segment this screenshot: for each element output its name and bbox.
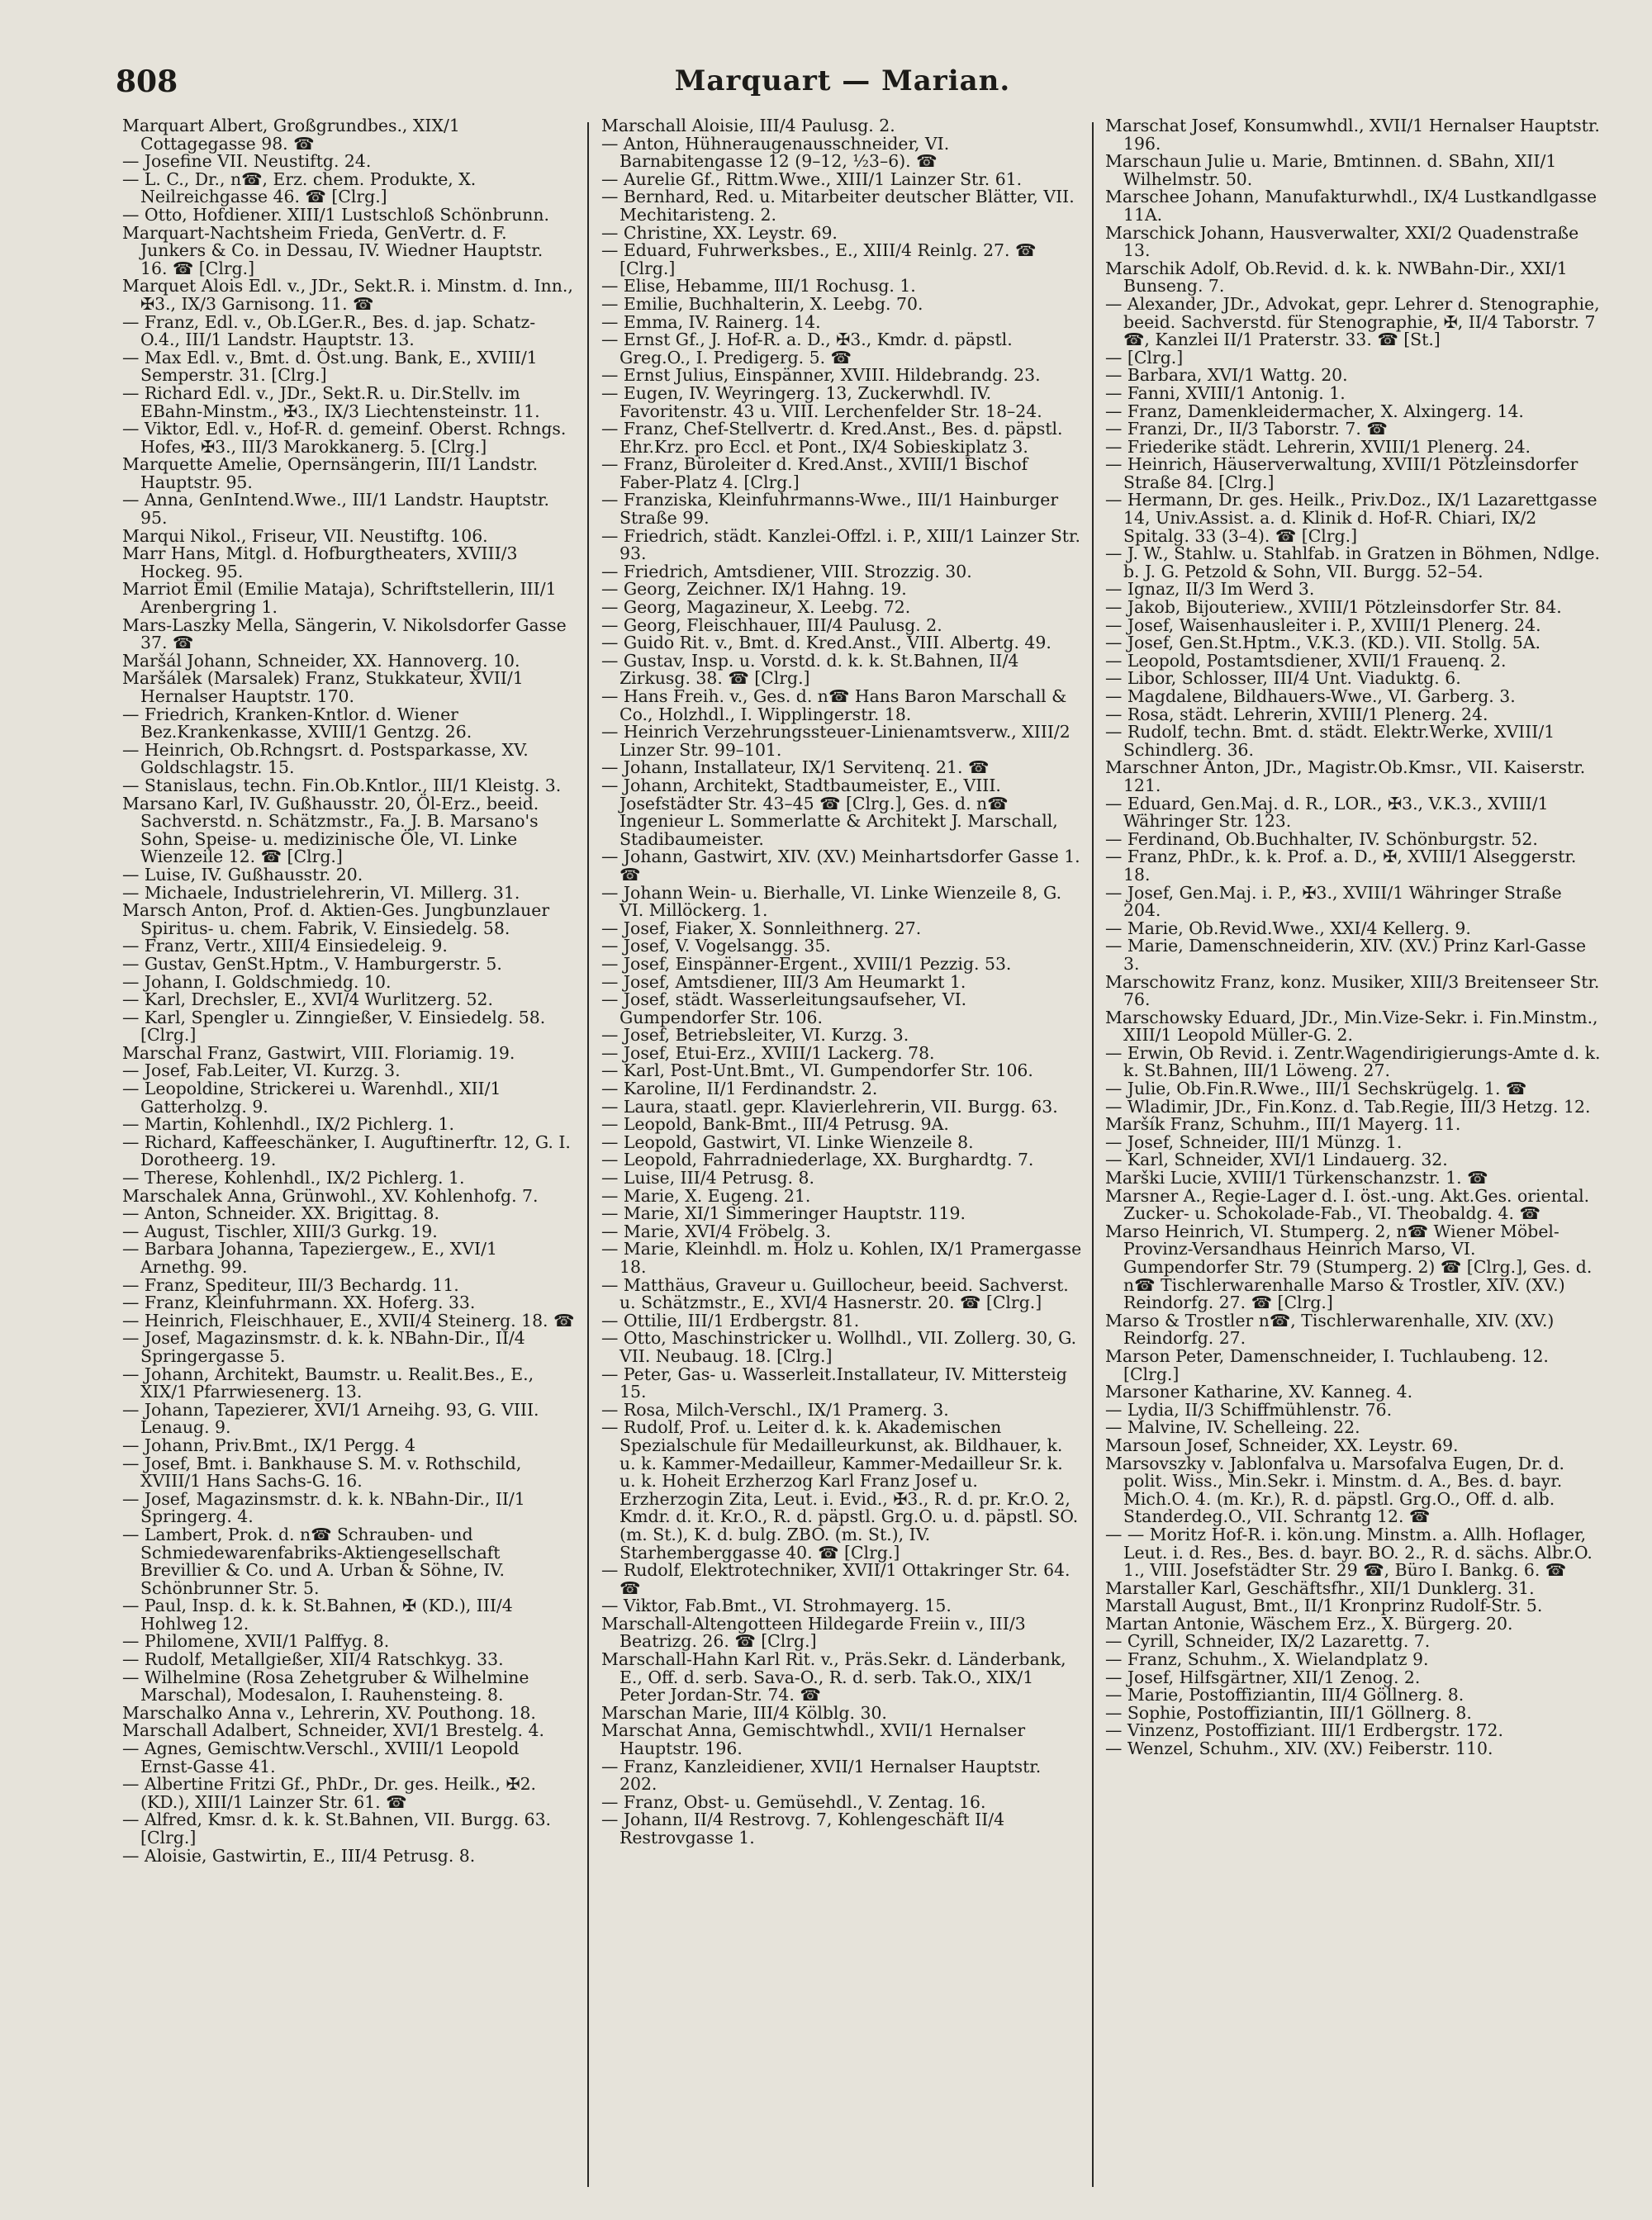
directory-entry: — Franz, Kleinfuhrmann. XX. Hoferg. 33. <box>122 1293 476 1313</box>
directory-entry: — Josef, Waisenhausleiter i. P., XVIII/1 Plenerg. 24. <box>1105 614 1541 635</box>
directory-entry: — Johann, Tapezierer, XVI/1 Arneihg. 93, G. VIII. Lenaug. 9. <box>122 1399 545 1438</box>
directory-entry: — Johann, Architekt, Baumstr. u. Realit.Bes., E., XIX/1 Pfarrwiesenerg. 13. <box>122 1364 539 1402</box>
directory-entry: Marschall Aloisie, III/4 Paulusg. 2. <box>601 116 895 135</box>
directory-entry: — Franz, Obst- u. Gemüsehdl., V. Zentag. 16. <box>601 1791 986 1812</box>
directory-entry: — Franz, Edl. v., Ob.LGer.R., Bes. d. jap. Schatz-O.4., III/1 Landstr. Hauptstr. 13. <box>122 311 536 350</box>
directory-entry: Marschall Adalbert, Schneider, XVI/1 Brestelg. 4. <box>122 1720 544 1741</box>
directory-entry: Mars-Laszky Mella, Sängerin, V. Nikolsdorfer Gasse 37. ☎ <box>122 614 572 653</box>
directory-entry: — Vinzenz, Postoffiziant. III/1 Erdbergstr. 172. <box>1105 1720 1503 1741</box>
directory-entry: Marsner A., Regie-Lager d. I. öst.-ung. Akt.Ges. oriental. Zucker- u. Schokolade-Fab., VI. Theobaldg. 4. ☎ <box>1105 1185 1595 1224</box>
directory-entry: — Johann, II/4 Restrovg. 7, Kohlengeschäft II/4 Restrovgasse 1. <box>601 1810 1010 1848</box>
directory-entry: Marschick Johann, Hausverwalter, XXI/2 Quadenstraße 13. <box>1105 222 1584 261</box>
directory-entry: — Stanislaus, techn. Fin.Ob.Kntlor., III/1 Kleistg. 3. <box>122 775 562 795</box>
directory-entry: — Philomene, XVII/1 Palffyg. 8. <box>122 1631 390 1652</box>
directory-entry: — Karl, Drechsler, E., XVI/4 Wurlitzerg. 52. <box>122 989 493 1010</box>
directory-entry: Maršálek (Marsalek) Franz, Stukkateur, XVII/1 Hernalser Hauptstr. 170. <box>122 668 529 706</box>
directory-entry: Marschalko Anna v., Lehrerin, XV. Pouthong. 18. <box>122 1702 536 1723</box>
directory-entry: Marschall-Hahn Karl Rit. v., Präs.Sekr. d. Länderbank, E., Off. d. serb. Sava-O., R. d. serb. Tak.O., XIX/1 Peter Jordan-Str. 74. ☎ <box>601 1649 1072 1705</box>
directory-entry: Marschik Adolf, Ob.Revid. d. k. k. NWBahn-Dir., XXI/1 Bunseng. 7. <box>1105 258 1574 296</box>
directory-entry: — Elise, Hebamme, III/1 Rochusg. 1. <box>601 276 916 296</box>
directory-entry: Marschalek Anna, Grünwohl., XV. Kohlenhofg. 7. <box>122 1185 539 1206</box>
directory-entry: — Franz, Kanzleidiener, XVII/1 Hernalser Hauptstr. 202. <box>601 1756 1047 1795</box>
directory-entry: — Georg, Zeichner. IX/1 Hahng. 19. <box>601 579 907 600</box>
directory-entry: — Bernhard, Red. u. Mitarbeiter deutscher Blätter, VII. Mechitaristeng. 2. <box>601 187 1080 225</box>
directory-entry: — Franzi, Dr., II/3 Taborstr. 7. ☎ <box>1105 419 1388 439</box>
directory-entry: — Wenzel, Schuhm., XIV. (XV.) Feiberstr. 110. <box>1105 1739 1493 1759</box>
directory-entry: — J. W., Stahlw. u. Stahlfab. in Gratzen in Böhmen, Ndlge. b. J. G. Petzold & Sohn, VII. Burgg. 52–54. <box>1105 543 1606 581</box>
directory-entry: Marson Peter, Damenschneider, I. Tuchlaubeng. 12. [Clrg.] <box>1105 1345 1555 1384</box>
directory-entry: — Josef, Fab.Leiter, VI. Kurzg. 3. <box>122 1060 401 1081</box>
directory-entry: — Marie, Kleinhdl. m. Holz u. Kohlen, IX/1 Pramergasse 18. <box>601 1239 1087 1277</box>
directory-entry: — Michaele, Industrielehrerin, VI. Millerg. 31. <box>122 882 520 903</box>
directory-entry: — Eduard, Fuhrwerksbes., E., XIII/4 Reinlg. 27. ☎ [Clrg.] <box>601 240 1042 278</box>
directory-entry: — Marie, XI/1 Simmeringer Hauptstr. 119. <box>601 1203 966 1224</box>
directory-entry: — Viktor, Fab.Bmt., VI. Strohmayerg. 15. <box>601 1596 952 1616</box>
directory-entry: — [Clrg.] <box>1105 347 1184 368</box>
directory-entry: — Lambert, Prok. d. n☎ Schrauben- und Schmiedewarenfabriks-Aktiengesellschaft Brevillier & Co. und A. Urban & Söhne, IV. Schönbrunner Str. 5. <box>122 1524 510 1598</box>
directory-entry: — Georg, Fleischhauer, III/4 Paulusg. 2. <box>601 614 942 635</box>
directory-entry: Marschall-Altengotteen Hildegarde Freiin v., III/3 Beatrizg. 26. ☎ [Clrg.] <box>601 1613 1032 1652</box>
directory-entry: — Otto, Hofdiener. XIII/1 Lustschloß Schönbrunn. <box>122 204 549 225</box>
directory-entry: — Ernst Julius, Einspänner, XVIII. Hildebrandg. 23. <box>601 365 1041 386</box>
directory-entry: Marquart-Nachtsheim Frieda, GenVertr. d. F. Junkers & Co. in Dessau, IV. Wiedner Hauptstr. 16. ☎ [Clrg.] <box>122 222 548 278</box>
directory-entry: — Otto, Maschinstricker u. Wollhdl., VII. Zollerg. 30, G. VII. Neubaug. 18. [Clrg.] <box>601 1328 1082 1366</box>
directory-entry: — Friederike städt. Lehrerin, XVIII/1 Plenerg. 24. <box>1105 436 1531 457</box>
directory-entry: — Ignaz, II/3 Im Werd 3. <box>1105 579 1315 600</box>
directory-entry: — Wladimir, JDr., Fin.Konz. d. Tab.Regie, III/3 Hetzg. 12. <box>1105 1096 1591 1117</box>
directory-entry: — Wilhelmine (Rosa Zehetgruber & Wilhelmine Marschal), Modesalon, I. Rauhensteing. 8. <box>122 1667 534 1705</box>
directory-entry: — Barbara Johanna, Tapeziergew., E., XVI/1 Arnethg. 99. <box>122 1239 503 1277</box>
directory-entry: Marschee Johann, Manufakturwhdl., IX/4 Lustkandlgasse 11A. <box>1105 187 1602 225</box>
directory-entry: — Gustav, GenSt.Hptm., V. Hamburgerstr. 5. <box>122 953 502 974</box>
directory-entry: Marschal Franz, Gastwirt, VIII. Floriamig. 19. <box>122 1042 515 1063</box>
directory-entry: — Josef, Fiaker, X. Sonnleithnerg. 27. <box>601 918 922 938</box>
directory-entry: — Franz, Damenkleidermacher, X. Alxingerg. 14. <box>1105 401 1524 421</box>
directory-entry: Marsch Anton, Prof. d. Aktien-Ges. Jungbunzlauer Spiritus- u. chem. Fabrik, V. Einsiedelg. 58. <box>122 900 555 938</box>
directory-entry: — Josef, Gen.Maj. i. P., ✠3., XVIII/1 Währinger Straße 204. <box>1105 882 1568 921</box>
directory-entry: — Heinrich Verzehrungssteuer-Linienamtsverw., XIII/2 Linzer Str. 99–101. <box>601 722 1076 760</box>
directory-entry: — Hermann, Dr. ges. Heilk., Priv.Doz., IX/1 Lazarettgasse 14, Univ.Assist. a. d. Klinik d. Hof-R. Chiari, IX/2 Spitalg. 33 (3–4). ☎ [Clrg.] <box>1105 490 1603 546</box>
directory-entry: — Sophie, Postoffiziantin, III/1 Göllnerg. 8. <box>1105 1702 1472 1723</box>
directory-entry: — Richard, Kaffeeschänker, I. Auguftinerftr. 12, G. I. Dorotheerg. 19. <box>122 1131 577 1170</box>
directory-entry: — Franz, Spediteur, III/3 Bechardg. 11. <box>122 1274 459 1295</box>
directory-entry: — Josef, Hilfsgärtner, XII/1 Zenog. 2. <box>1105 1667 1421 1687</box>
directory-entry: — Richard Edl. v., JDr., Sekt.R. u. Dir.Stellv. im EBahn-Minstm., ✠3., IX/3 Liechtensteinstr. 11. <box>122 382 540 421</box>
directory-entry: — Max Edl. v., Bmt. d. Öst.ung. Bank, E., XVIII/1 Semperstr. 31. [Clrg.] <box>122 347 544 386</box>
directory-entry: — Eduard, Gen.Maj. d. R., LOR., ✠3., V.K.3., XVIII/1 Währinger Str. 123. <box>1105 793 1555 832</box>
directory-entry: Maršál Johann, Schneider, XX. Hannoverg. 10. <box>122 650 520 671</box>
directory-entry: — Laura, staatl. gepr. Klavierlehrerin, VII. Burgg. 63. <box>601 1096 1058 1117</box>
directory-entry: Marqui Nikol., Friseur, VII. Neustiftg. 106. <box>122 525 488 546</box>
directory-entry: — Franz, Chef-Stellvertr. d. Kred.Anst., Bes. d. päpstl. Ehr.Krz. pro Eccl. et Pont., IX/4 Sobieskiplatz 3. <box>601 419 1069 457</box>
directory-entry: — Ottilie, III/1 Erdbergstr. 81. <box>601 1310 860 1331</box>
directory-entry: Marški Lucie, XVIII/1 Türkenschanzstr. 1. ☎ <box>1105 1168 1488 1188</box>
directory-entry: Marstall August, Bmt., II/1 Kronprinz Rudolf-Str. 5. <box>1105 1596 1543 1616</box>
directory-entry: — Friedrich, Kranken-Kntlor. d. Wiener Bez.Krankenkasse, XVIII/1 Gentzg. 26. <box>122 704 472 742</box>
directory-entry: — Alfred, Kmsr. d. k. k. St.Bahnen, VII. Burgg. 63. [Clrg.] <box>122 1810 557 1848</box>
directory-entry: Marriot Emil (Emilie Mataja), Schriftstellerin, III/1 Arenbergring 1. <box>122 579 563 618</box>
directory-entry: — Anton, Schneider. XX. Brigittag. 8. <box>122 1203 439 1224</box>
directory-entry: Marschowitz Franz, konz. Musiker, XIII/3 Breitenseer Str. 76. <box>1105 971 1605 1010</box>
directory-entry: — Ferdinand, Ob.Buchhalter, IV. Schönburgstr. 52. <box>1105 828 1538 849</box>
column-divider-2 <box>1092 122 1094 2187</box>
directory-entry: — Josef, Einspänner-Ergent., XVIII/1 Pezzig. 53. <box>601 953 1012 974</box>
directory-entry: — Libor, Schlosser, III/4 Unt. Viaduktg. 6. <box>1105 668 1461 689</box>
directory-entry: — Heinrich, Fleischhauer, E., XVII/4 Steinerg. 18. ☎ <box>122 1310 575 1331</box>
directory-entry: — Franz, Vertr., XIII/4 Einsiedeleig. 9. <box>122 936 448 956</box>
directory-entry: — Christine, XX. Leystr. 69. <box>601 222 838 243</box>
directory-entry: Marquart Albert, Großgrundbes., XIX/1 Cottagegasse 98. ☎ <box>122 116 466 154</box>
directory-entry: — Friedrich, städt. Kanzlei-Offzl. i. P., XIII/1 Lainzer Str. 93. <box>601 525 1086 564</box>
directory-entry: — Josef, Magazinsmstr. d. k. k. NBahn-Dir., II/1 Springerg. 4. <box>122 1488 531 1527</box>
directory-entry: — Rosa, städt. Lehrerin, XVIII/1 Plenerg. 24. <box>1105 704 1488 724</box>
directory-entry: — — Moritz Hof-R. i. kön.ung. Minstm. a. Allh. Hoflager, Leut. i. d. Res., Bes. d. bayr. BO. 2., R. d. sächs. Albr.O. 1., VIII. Josefstädter Str. 29 ☎, Büro I. Bankg. 6. ☎ <box>1105 1524 1598 1581</box>
directory-entry: Marso & Trostler n☎, Tischlerwarenhalle, XIV. (XV.) Reindorfg. 27. <box>1105 1310 1559 1349</box>
directory-entry: — Josef, Amtsdiener, III/3 Am Heumarkt 1. <box>601 971 966 992</box>
directory-entry: Marschat Josef, Konsumwhdl., XVII/1 Hernalser Hauptstr. 196. <box>1105 116 1606 154</box>
directory-entry: — Magdalene, Bildhauers-Wwe., VI. Garberg. 3. <box>1105 686 1516 706</box>
directory-entry: — Johann, Gastwirt, XIV. (XV.) Meinhartsdorfer Gasse 1. ☎ <box>601 847 1086 885</box>
directory-entry: — Therese, Kohlenhdl., IX/2 Pichlerg. 1. <box>122 1168 465 1188</box>
directory-entry: Marschowsky Eduard, JDr., Min.Vize-Sekr. i. Fin.Minstm., XIII/1 Leopold Müller-G. 2. <box>1105 1007 1604 1046</box>
directory-entry: Marso Heinrich, VI. Stumperg. 2, n☎ Wiener Möbel-Provinz-Versandhaus Heinrich Marso, VI. Gumpendorfer Str. 79 (Stumperg. 2) ☎ [Clrg.], Ges. d. n☎ Tischlerwarenhalle Marso & Trostler, XIV. (XV.) Reindorfg. 27. ☎ [Clrg.] <box>1105 1221 1597 1313</box>
directory-entry: — Julie, Ob.Fin.R.Wwe., III/1 Sechskrügelg. 1. ☎ <box>1105 1079 1527 1099</box>
directory-entry: — August, Tischler, XIII/3 Gurkg. 19. <box>122 1221 438 1241</box>
directory-entry: — Rosa, Milch-Verschl., IX/1 Pramerg. 3. <box>601 1399 949 1420</box>
directory-entry: — Heinrich, Häuserverwaltung, XVIII/1 Pötzleinsdorfer Straße 84. [Clrg.] <box>1105 454 1583 492</box>
directory-entry: — Leopold, Bank-Bmt., III/4 Petrusg. 9A. <box>601 1114 949 1135</box>
directory-entry: — Marie, XVI/4 Fröbelg. 3. <box>601 1221 832 1241</box>
directory-entry: Martan Antonie, Wäschem Erz., X. Bürgerg. 20. <box>1105 1613 1513 1634</box>
directory-entry: — Franz, PhDr., k. k. Prof. a. D., ✠, XVIII/1 Alseggerstr. 18. <box>1105 847 1582 885</box>
directory-entry: — Marie, X. Eugeng. 21. <box>601 1185 811 1206</box>
directory-entry: — Marie, Damenschneiderin, XIV. (XV.) Prinz Karl-Gasse 3. <box>1105 936 1592 974</box>
directory-entry: — Karl, Schneider, XVI/1 Lindauerg. 32. <box>1105 1150 1448 1170</box>
directory-entry: — Karl, Spengler u. Zinngießer, V. Einsiedelg. 58. [Clrg.] <box>122 1007 551 1046</box>
directory-entry: — Rudolf, Metallgießer, XII/4 Ratschkyg. 33. <box>122 1649 504 1670</box>
directory-entry: — Johann, Priv.Bmt., IX/1 Pergg. 4 <box>122 1435 415 1455</box>
directory-entry: — Anton, Hühneraugenausschneider, VI. Barnabitengasse 12 (9–12, ½3–6). ☎ <box>601 133 955 172</box>
column-2 <box>601 116 1087 2199</box>
directory-entry: Marsovszky v. Jablonfalva u. Marsofalva Eugen, Dr. d. polit. Wiss., Min.Sekr. i. Minstm. d. A., Bes. d. bayr. Mich.O. 4. (m. Kr.), R. d. päpstl. Grg.O., Off. d. alb. Standerdeg.O., VII. Schrantg 12. ☎ <box>1105 1453 1570 1527</box>
running-title: Marquart — Marian. <box>674 64 1011 97</box>
directory-entry: — Aloisie, Gastwirtin, E., III/4 Petrusg. 8. <box>122 1845 476 1866</box>
directory-entry: — Rudolf, Prof. u. Leiter d. k. k. Akademischen Spezialschule für Medailleurkunst, ak. Bildhauer, k. u. k. Kammer-Medailleur, Kammer-Medailleur Sr. k. u. k. Hoheit Erzherzog Karl Franz Josef u. Erzherzogin Zita, Leut. i. Evid., ✠3., R. d. pr. Kr.O. 2, Kmdr. d. it. Kr.O., R. d. päpstl. Grg.O. u. d. päpstl. SO. (m. St.), K. d. bulg. ZBO. (m. St.), IV. Starhemberggasse 40. ☎ [Clrg.] <box>601 1417 1084 1563</box>
directory-entry: — Georg, Magazineur, X. Leebg. 72. <box>601 597 911 618</box>
directory-entry: — Franz, Büroleiter d. Kred.Anst., XVIII/1 Bischof Faber-Platz 4. [Clrg.] <box>601 454 1033 492</box>
directory-entry: Marstaller Karl, Geschäftsfhr., XII/1 Dunklerg. 31. <box>1105 1577 1535 1598</box>
directory-entry: — Rudolf, Elektrotechniker, XVII/1 Ottakringer Str. 64. ☎ <box>601 1560 1075 1598</box>
directory-entry: — Lydia, II/3 Schiffmühlenstr. 76. <box>1105 1399 1393 1420</box>
directory-entry: — Agnes, Gemischtw.Verschl., XVIII/1 Leopold Ernst-Gasse 41. <box>122 1739 525 1776</box>
directory-entry: — Fanni, XVIII/1 Antonig. 1. <box>1105 382 1346 403</box>
directory-entry: Marquet Alois Edl. v., JDr., Sekt.R. i. Minstm. d. Inn., ✠3., IX/3 Garnisong. 11. ☎ <box>122 276 579 314</box>
directory-entry: — Rudolf, techn. Bmt. d. städt. Elektr.Werke, XVIII/1 Schindlerg. 36. <box>1105 722 1560 760</box>
directory-entry: — Josefine VII. Neustiftg. 24. <box>122 151 372 172</box>
directory-entry: Marschner Anton, JDr., Magistr.Ob.Kmsr., VII. Kaiserstr. 121. <box>1105 757 1591 795</box>
directory-entry: — Jakob, Bijouteriew., XVIII/1 Pötzleinsdorfer Str. 84. <box>1105 597 1562 618</box>
directory-entry: — Hans Freih. v., Ges. d. n☎ Hans Baron Marschall & Co., Holzhdl., I. Wipplingerstr. 18. <box>601 686 1072 724</box>
directory-entry: — Barbara, XVI/1 Wattg. 20. <box>1105 365 1348 386</box>
directory-entry: — Friedrich, Amtsdiener, VIII. Strozzig. 30. <box>601 561 972 581</box>
directory-entry: — Emilie, Buchhalterin, X. Leebg. 70. <box>601 293 923 314</box>
directory-entry: — Johann, Installateur, IX/1 Servitenq. 21. ☎ <box>601 757 990 778</box>
directory-entry: — Alexander, JDr., Advokat, gepr. Lehrer d. Stenographie, beeid. Sachverstd. für Stenographie, ✠, II/4 Taborstr. 7 ☎, Kanzlei II/1 Praterstr. 33. ☎ [St.] <box>1105 293 1606 350</box>
directory-entry: — Johann Wein- u. Bierhalle, VI. Linke Wienzeile 8, G. VI. Millöckerg. 1. <box>601 882 1067 921</box>
directory-entry: Marsoner Katharine, XV. Kanneg. 4. <box>1105 1382 1413 1402</box>
directory-entry: — Matthäus, Graveur u. Guillocheur, beeid. Sachverst. u. Schätzmstr., E., XVI/4 Hasnerstr. 20. ☎ [Clrg.] <box>601 1274 1075 1313</box>
directory-entry: — Franziska, Kleinfuhrmanns-Wwe., III/1 Hainburger Straße 99. <box>601 490 1064 529</box>
directory-entry: — Karl, Post-Unt.Bmt., VI. Gumpendorfer Str. 106. <box>601 1060 1033 1081</box>
page-number: 808 <box>116 64 178 99</box>
directory-entry: — Paul, Insp. d. k. k. St.Bahnen, ✠ (KD.), III/4 Hohlweg 12. <box>122 1596 519 1634</box>
directory-entry: — Marie, Postoffiziantin, III/4 Göllnerg. 8. <box>1105 1685 1464 1705</box>
directory-entry: — Josef, Schneider, III/1 Münzg. 1. <box>1105 1131 1403 1152</box>
directory-entry: — Leopold, Fahrradniederlage, XX. Burghardtg. 7. <box>601 1150 1034 1170</box>
directory-entry: Marr Hans, Mitgl. d. Hofburgtheaters, XVIII/3 Hockeg. 95. <box>122 543 523 581</box>
page-header <box>116 64 1569 106</box>
directory-entry: Marschaun Julie u. Marie, Bmtinnen. d. SBahn, XII/1 Wilhelmstr. 50. <box>1105 151 1562 189</box>
directory-entry: — Marie, Ob.Revid.Wwe., XXI/4 Kellerg. 9. <box>1105 918 1471 938</box>
directory-entry: Maršík Franz, Schuhm., III/1 Mayerg. 11. <box>1105 1114 1461 1135</box>
directory-entry: — Leopold, Gastwirt, VI. Linke Wienzeile 8. <box>601 1131 974 1152</box>
directory-entry: — Viktor, Edl. v., Hof-R. d. gemeinf. Oberst. Rchngs. Hofes, ✠3., III/3 Marokkanerg. 5. [Clrg.] <box>122 419 572 457</box>
directory-entry: — Josef, Etui-Erz., XVIII/1 Lackerg. 78. <box>601 1042 935 1063</box>
directory-entry: — Johann, Architekt, Stadtbaumeister, E., VIII. Josefstädter Str. 43–45 ☎ [Clrg.], Ges. d. n☎ Ingenieur L. Sommerlatte & Architekt J. Marschall, Stadibaumeister. <box>601 775 1064 849</box>
directory-entry: Marschat Anna, Gemischtwhdl., XVII/1 Hernalser Hauptstr. 196. <box>601 1720 1031 1759</box>
directory-entry: — Albertine Fritzi Gf., PhDr., Dr. ges. Heilk., ✠2. (KD.), XIII/1 Lainzer Str. 61. ☎ <box>122 1774 542 1812</box>
directory-entry: — Josef, V. Vogelsangg. 35. <box>601 936 831 956</box>
directory-entry: — L. C., Dr., n☎, Erz. chem. Produkte, X. Neilreichgasse 46. ☎ [Clrg.] <box>122 168 482 207</box>
directory-entry: — Gustav, Insp. u. Vorstd. d. k. k. St.Bahnen, II/4 Zirkusg. 38. ☎ [Clrg.] <box>601 650 1024 689</box>
directory-entry: Marquette Amelie, Opernsängerin, III/1 Landstr. Hauptstr. 95. <box>122 454 544 492</box>
directory-entry: — Eugen, IV. Weyringerg. 13, Zuckerwhdl. IV. Favoritenstr. 43 u. VIII. Lerchenfelder Str. 18–24. <box>601 382 1042 421</box>
directory-entry: — Cyrill, Schneider, IX/2 Lazarettg. 7. <box>1105 1631 1431 1652</box>
directory-entry: Marsoun Josef, Schneider, XX. Leystr. 69. <box>1105 1435 1459 1455</box>
directory-entry: — Josef, Betriebsleiter, VI. Kurzg. 3. <box>601 1025 909 1046</box>
directory-entry: — Leopold, Postamtsdiener, XVII/1 Frauenq. 2. <box>1105 650 1507 671</box>
directory-entry: — Guido Rit. v., Bmt. d. Kred.Anst., VIII. Albertg. 49. <box>601 633 1051 653</box>
directory-entry: — Malvine, IV. Schelleing. 22. <box>1105 1417 1360 1438</box>
directory-entry: — Karoline, II/1 Ferdinandstr. 2. <box>601 1079 878 1099</box>
column-1 <box>122 116 579 2199</box>
directory-entry: — Josef, Bmt. i. Bankhause S. M. v. Rothschild, XVIII/1 Hans Sachs-G. 16. <box>122 1453 527 1492</box>
column-divider-1 <box>587 122 589 2187</box>
directory-entry: — Josef, Magazinsmstr. d. k. k. NBahn-Dir., II/4 Springergasse 5. <box>122 1328 531 1366</box>
directory-entry: — Johann, I. Goldschmiedg. 10. <box>122 971 392 992</box>
directory-entry: — Aurelie Gf., Rittm.Wwe., XIII/1 Lainzer Str. 61. <box>601 168 1023 189</box>
directory-entry: — Ernst Gf., J. Hof-R. a. D., ✠3., Kmdr. d. päpstl. Greg.O., I. Predigerg. 5. ☎ <box>601 330 1018 368</box>
directory-entry: — Josef, Gen.St.Hptm., V.K.3. (KD.). VII. Stollg. 5A. <box>1105 633 1541 653</box>
directory-entry: Marschan Marie, III/4 Kölblg. 30. <box>601 1702 887 1723</box>
directory-entry: Marsano Karl, IV. Gußhausstr. 20, Öl-Erz., beeid. Sachverstd. n. Schätzmstr., Fa. J. B. Marsano's Sohn, Speise- u. medizinische Öle, VI. Linke Wienzeile 12. ☎ [Clrg.] <box>122 793 544 867</box>
directory-entry: — Luise, IV. Gußhausstr. 20. <box>122 864 363 885</box>
directory-entry: — Peter, Gas- u. Wasserleit.Installateur, IV. Mittersteig 15. <box>601 1364 1073 1402</box>
directory-entry: — Erwin, Ob Revid. i. Zentr.Wagendirigierungs-Amte d. k. k. St.Bahnen, III/1 Löweng. 27. <box>1105 1042 1606 1081</box>
directory-entry: — Anna, GenIntend.Wwe., III/1 Landstr. Hauptstr. 95. <box>122 490 555 529</box>
directory-entry: — Martin, Kohlenhdl., IX/2 Pichlerg. 1. <box>122 1114 454 1135</box>
column-3 <box>1105 116 1606 2199</box>
directory-entry: — Franz, Schuhm., X. Wielandplatz 9. <box>1105 1649 1429 1670</box>
directory-entry: — Emma, IV. Rainerg. 14. <box>601 311 821 332</box>
directory-entry: — Luise, III/4 Petrusg. 8. <box>601 1168 814 1188</box>
directory-entry: — Leopoldine, Strickerei u. Warenhdl., XII/1 Gatterholzg. 9. <box>122 1079 506 1117</box>
directory-entry: — Heinrich, Ob.Rchngsrt. d. Postsparkasse, XV. Goldschlagstr. 15. <box>122 739 534 778</box>
directory-entry: — Josef, städt. Wasserleitungsaufseher, VI. Gumpendorfer Str. 106. <box>601 989 972 1027</box>
